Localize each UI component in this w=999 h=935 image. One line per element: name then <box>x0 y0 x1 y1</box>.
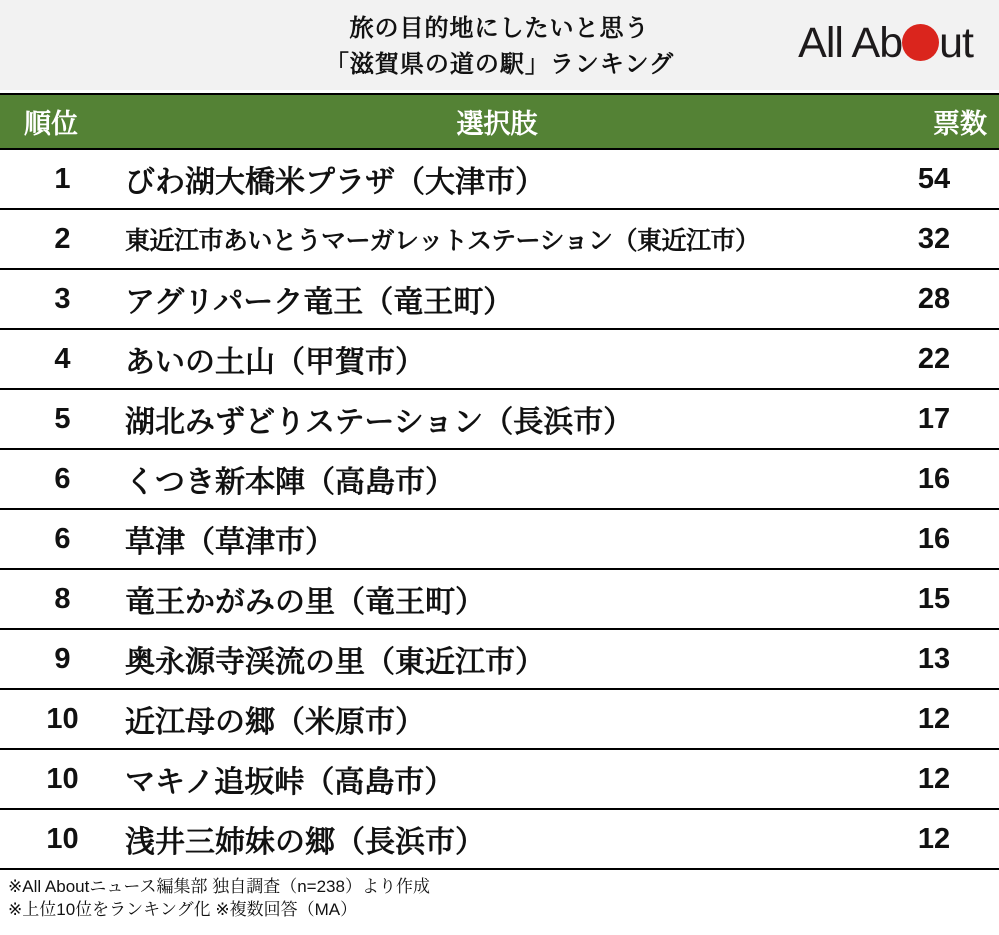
votes-cell: 17 <box>917 402 951 435</box>
choice-cell: びわ湖大橋米プラザ（大津市） <box>125 166 545 199</box>
column-header-rank: 順位 <box>24 109 78 139</box>
rank-cell: 10 <box>46 702 79 735</box>
title-line-2: 「滋賀県の道の駅」ランキング <box>324 51 675 78</box>
choice-cell: 浅井三姉妹の郷（長浜市） <box>125 826 485 859</box>
rank-cell: 10 <box>46 762 79 795</box>
title-band <box>0 0 999 90</box>
all-about-logo <box>798 19 973 67</box>
table-row <box>0 270 999 330</box>
rank-cell: 4 <box>54 342 71 375</box>
table-row <box>0 810 999 870</box>
votes-cell: 12 <box>917 762 951 795</box>
logo-text-left: All Ab <box>798 19 903 67</box>
votes-cell: 16 <box>917 522 951 555</box>
rank-cell: 1 <box>54 162 71 195</box>
votes-cell: 12 <box>917 702 951 735</box>
votes-cell: 16 <box>917 462 951 495</box>
choice-cell: マキノ追坂峠（高島市） <box>125 766 455 799</box>
votes-cell: 13 <box>917 642 951 675</box>
footnote-line-1: ※All Aboutニュース編集部 独自調査（n=238）より作成 <box>8 877 430 896</box>
footnotes <box>0 870 999 921</box>
table-row <box>0 570 999 630</box>
votes-cell: 54 <box>917 162 951 195</box>
choice-cell: 近江母の郷（米原市） <box>125 706 425 739</box>
table-row <box>0 390 999 450</box>
choice-cell: 奥永源寺渓流の里（東近江市） <box>125 646 545 679</box>
table-row <box>0 690 999 750</box>
votes-cell: 12 <box>917 822 951 855</box>
choice-cell: くつき新本陣（高島市） <box>125 466 455 499</box>
votes-cell: 22 <box>917 342 951 375</box>
title-line-1: 旅の目的地にしたいと思う <box>349 15 650 42</box>
column-header-choice: 選択肢 <box>456 109 538 139</box>
choice-cell: あいの土山（甲賀市） <box>125 346 425 379</box>
choice-cell: 湖北みずどりステーション（長浜市） <box>125 406 634 439</box>
table-row <box>0 750 999 810</box>
table-row <box>0 330 999 390</box>
table-row <box>0 630 999 690</box>
table-row <box>0 510 999 570</box>
choice-cell: 草津（草津市） <box>125 526 335 559</box>
column-header-votes: 票数 <box>933 109 987 139</box>
choice-cell: 東近江市あいとうマーガレットステーション（東近江市） <box>125 227 760 255</box>
table-row <box>0 150 999 210</box>
choice-cell: 竜王かがみの里（竜王町） <box>125 586 485 619</box>
votes-cell: 15 <box>917 582 951 615</box>
logo-red-circle-icon <box>902 24 939 61</box>
rank-cell: 9 <box>54 642 71 675</box>
table-body <box>0 150 999 870</box>
votes-cell: 28 <box>917 282 951 315</box>
choice-cell: アグリパーク竜王（竜王町） <box>125 286 514 319</box>
rank-cell: 3 <box>54 282 71 315</box>
table-row <box>0 210 999 270</box>
rank-cell: 2 <box>54 222 71 255</box>
footnote-line-2: ※上位10位をランキング化 ※複数回答（MA） <box>8 900 358 919</box>
table-row <box>0 450 999 510</box>
rank-cell: 8 <box>54 582 71 615</box>
votes-cell: 32 <box>917 222 951 255</box>
rank-cell: 6 <box>54 522 71 555</box>
rank-cell: 5 <box>54 402 71 435</box>
rank-cell: 10 <box>46 822 79 855</box>
rank-cell: 6 <box>54 462 71 495</box>
table-header-row <box>0 93 999 150</box>
logo-text-right: ut <box>939 19 973 67</box>
